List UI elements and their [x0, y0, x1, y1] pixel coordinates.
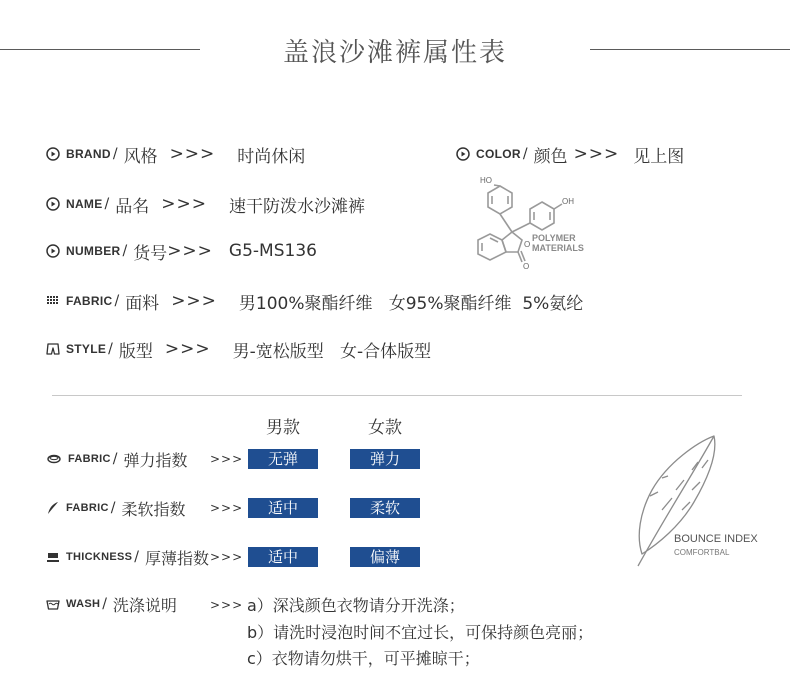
brand-en-label: BRAND	[66, 147, 111, 161]
col-header-men: 男款	[266, 418, 300, 438]
molecule-oh-label: OH	[562, 197, 574, 206]
shorts-icon	[46, 342, 60, 356]
brand-value: 时尚休闲	[237, 146, 306, 167]
fabric-cn-label: 面料	[125, 293, 160, 314]
page-title: 盖浪沙滩裤属性表	[282, 38, 507, 68]
thickness-women-value: 偏薄	[350, 547, 420, 567]
arrows: >>>	[210, 452, 244, 466]
attr-row-color	[456, 141, 684, 167]
name-cn-label: 品名	[115, 196, 150, 217]
col-header-women: 女款	[368, 418, 402, 438]
number-cn-label: 货号	[133, 243, 168, 264]
feather-subtitle: COMFORTBAL	[674, 548, 730, 557]
softness-men-value: 适中	[248, 498, 318, 518]
attr-row-name	[46, 191, 365, 217]
number-value: G5-MS136	[228, 241, 317, 261]
wash-cn-label: 洗涤说明	[112, 595, 177, 615]
wash-instruction-a: a）深浅颜色衣物请分开洗涤；	[247, 596, 465, 615]
slash: /	[122, 243, 128, 259]
molecule-caption-line1: POLYMER	[532, 233, 576, 243]
fabric-grid-icon	[46, 294, 60, 308]
slash: /	[522, 146, 528, 162]
slash: /	[112, 451, 118, 467]
molecule-o2-label: O	[523, 262, 530, 271]
elastic-band-icon	[46, 452, 62, 466]
color-value: 见上图	[633, 146, 685, 167]
attr-row-brand	[46, 141, 305, 167]
molecule-o-label: O	[524, 240, 531, 249]
play-circle-icon	[456, 147, 470, 161]
molecule-ho-label: HO	[480, 176, 492, 185]
wash-basin-icon	[46, 597, 60, 611]
molecule-caption-line2: MATERIALS	[532, 243, 584, 253]
name-value: 速干防泼水沙滩裤	[229, 196, 365, 217]
wash-instruction-c: c）衣物请勿烘干，可平摊晾干；	[247, 649, 480, 668]
slash: /	[112, 146, 118, 162]
elasticity-women-value: 弹力	[350, 449, 420, 469]
feather-title: BOUNCE INDEX	[674, 533, 758, 545]
section-divider	[52, 395, 742, 396]
attr-row-number	[46, 238, 317, 264]
fabric-value: 男100%聚酯纤维 女95%聚酯纤维 5%氨纶	[238, 293, 584, 314]
number-en-label: NUMBER	[66, 244, 121, 258]
index-row-elasticity	[46, 447, 187, 471]
index-row-thickness	[46, 545, 209, 569]
play-circle-icon	[46, 147, 60, 161]
arrows: >>>	[167, 241, 213, 261]
arrows: >>>	[164, 339, 211, 359]
thickness-cn-label: 厚薄指数	[144, 548, 209, 568]
arrows: >>>	[169, 144, 216, 164]
style-value: 男-宽松版型 女-合体版型	[232, 341, 432, 362]
arrows: >>>	[210, 501, 244, 515]
play-circle-icon	[46, 197, 60, 211]
index-row-softness	[46, 496, 185, 520]
arrows: >>>	[573, 144, 620, 164]
feather-quill-icon	[46, 501, 60, 515]
slash: /	[134, 549, 139, 565]
thickness-men-value: 适中	[248, 547, 318, 567]
style-en-label: STYLE	[66, 342, 107, 356]
wash-en-label: WASH	[66, 598, 101, 610]
slash: /	[102, 596, 107, 612]
thickness-en-label: THICKNESS	[66, 551, 133, 563]
arrows: >>>	[210, 598, 244, 612]
slash: /	[108, 341, 113, 357]
attr-row-fabric	[46, 288, 583, 314]
slash: /	[114, 293, 120, 309]
softness-women-value: 柔软	[350, 498, 420, 518]
brand-cn-label: 风格	[123, 146, 158, 167]
thickness-stack-icon	[46, 550, 60, 564]
slash: /	[110, 500, 116, 516]
arrows: >>>	[210, 550, 244, 564]
elasticity-cn-label: 弹力指数	[123, 450, 188, 470]
color-en-label: COLOR	[476, 147, 521, 161]
color-cn-label: 颜色	[533, 146, 568, 167]
attr-row-style	[46, 336, 431, 362]
slash: /	[104, 196, 110, 212]
molecule-illustration	[470, 172, 605, 277]
name-en-label: NAME	[66, 197, 103, 211]
softness-en-label: FABRIC	[66, 502, 109, 514]
elasticity-en-label: FABRIC	[68, 453, 111, 465]
style-cn-label: 版型	[118, 341, 153, 362]
arrows: >>>	[161, 194, 207, 214]
softness-cn-label: 柔软指数	[121, 499, 186, 519]
wash-instruction-b: b）请洗时浸泡时间不宜过长，可保持颜色亮丽；	[247, 623, 594, 642]
play-circle-icon	[46, 244, 60, 258]
arrows: >>>	[171, 291, 217, 311]
wash-row	[46, 592, 177, 616]
elasticity-men-value: 无弹	[248, 449, 318, 469]
fabric-en-label: FABRIC	[66, 294, 113, 308]
